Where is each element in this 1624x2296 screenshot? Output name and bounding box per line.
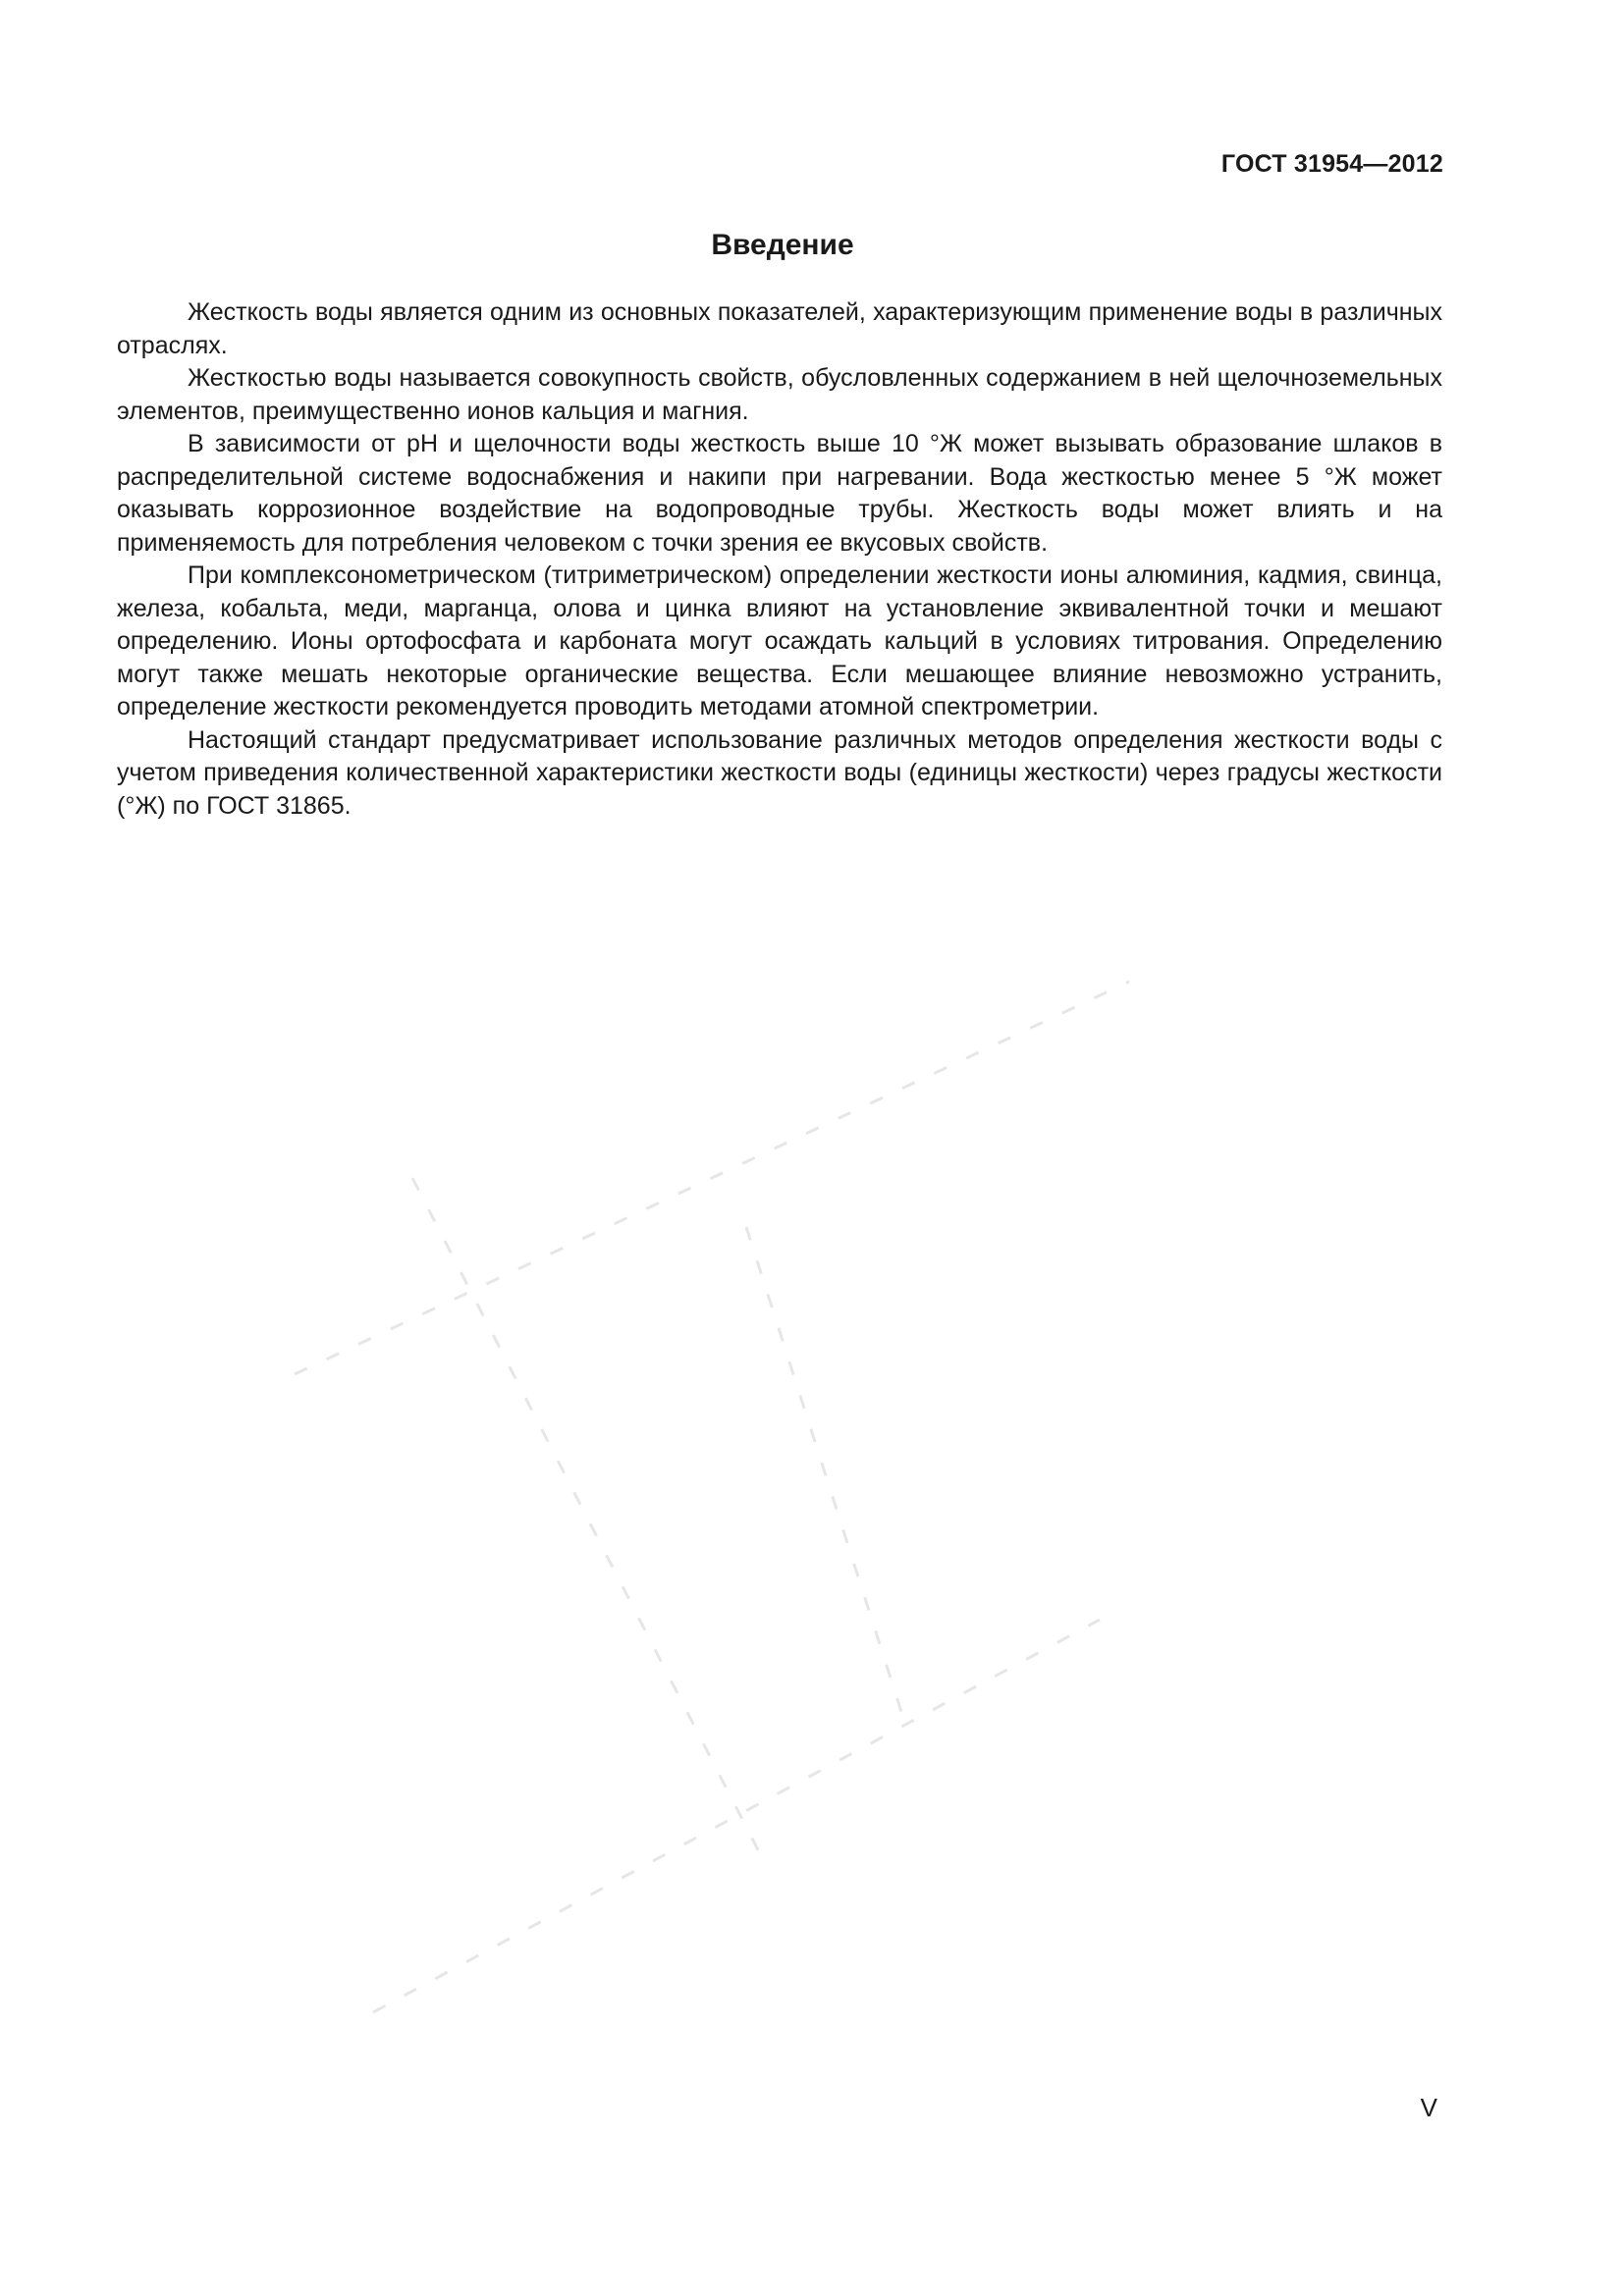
paragraph: Жесткостью воды называется совокупность свойств, обусловленных содержанием в ней щелочноземельных элементов, преимущественно ионов кальция и магния. [117, 364, 1442, 425]
section-title: Введение [711, 229, 854, 261]
document-code: ГОСТ 31954—2012 [1220, 150, 1443, 178]
page-number: V [1420, 2093, 1437, 2122]
paragraph: При комплексонометрическом (титриметрическом) определении жесткости ионы алюминия, кадмия, свинца, железа, кобальта, меди, марганца, олова и цинка влияют на установление эквивалентной точки и мешают определению. Ионы ортофосфата и карбоната могут осаждать кальций в условиях титрования. Определению могут также мешать некоторые органические вещества. Если мешающее влияние невозможно устранить, определение жесткости рекомендуется проводить методами атомной спектрометрии. [117, 561, 1442, 721]
paragraph: В зависимости от pH и щелочности воды жесткость выше 10 °Ж может вызывать образование шлаков в распределительной системе водоснабжения и накипи при нагревании. Вода жесткостью менее 5 °Ж может оказывать коррозионное воздействие на водопроводные трубы. Жесткость воды может влиять и на применяемость для потребления человеком с точки зрения ее вкусовых свойств. [117, 430, 1442, 557]
paragraph: Жесткость воды является одним из основных показателей, характеризующим применение воды в различных отраслях. [117, 298, 1442, 359]
paragraph: Настоящий стандарт предусматривает использование различных методов определения жесткости воды с учетом приведения количественной характеристики жесткости воды (единицы жесткости) через градусы жесткости (°Ж) по ГОСТ 31865. [117, 725, 1442, 820]
introduction-body [117, 296, 1442, 823]
